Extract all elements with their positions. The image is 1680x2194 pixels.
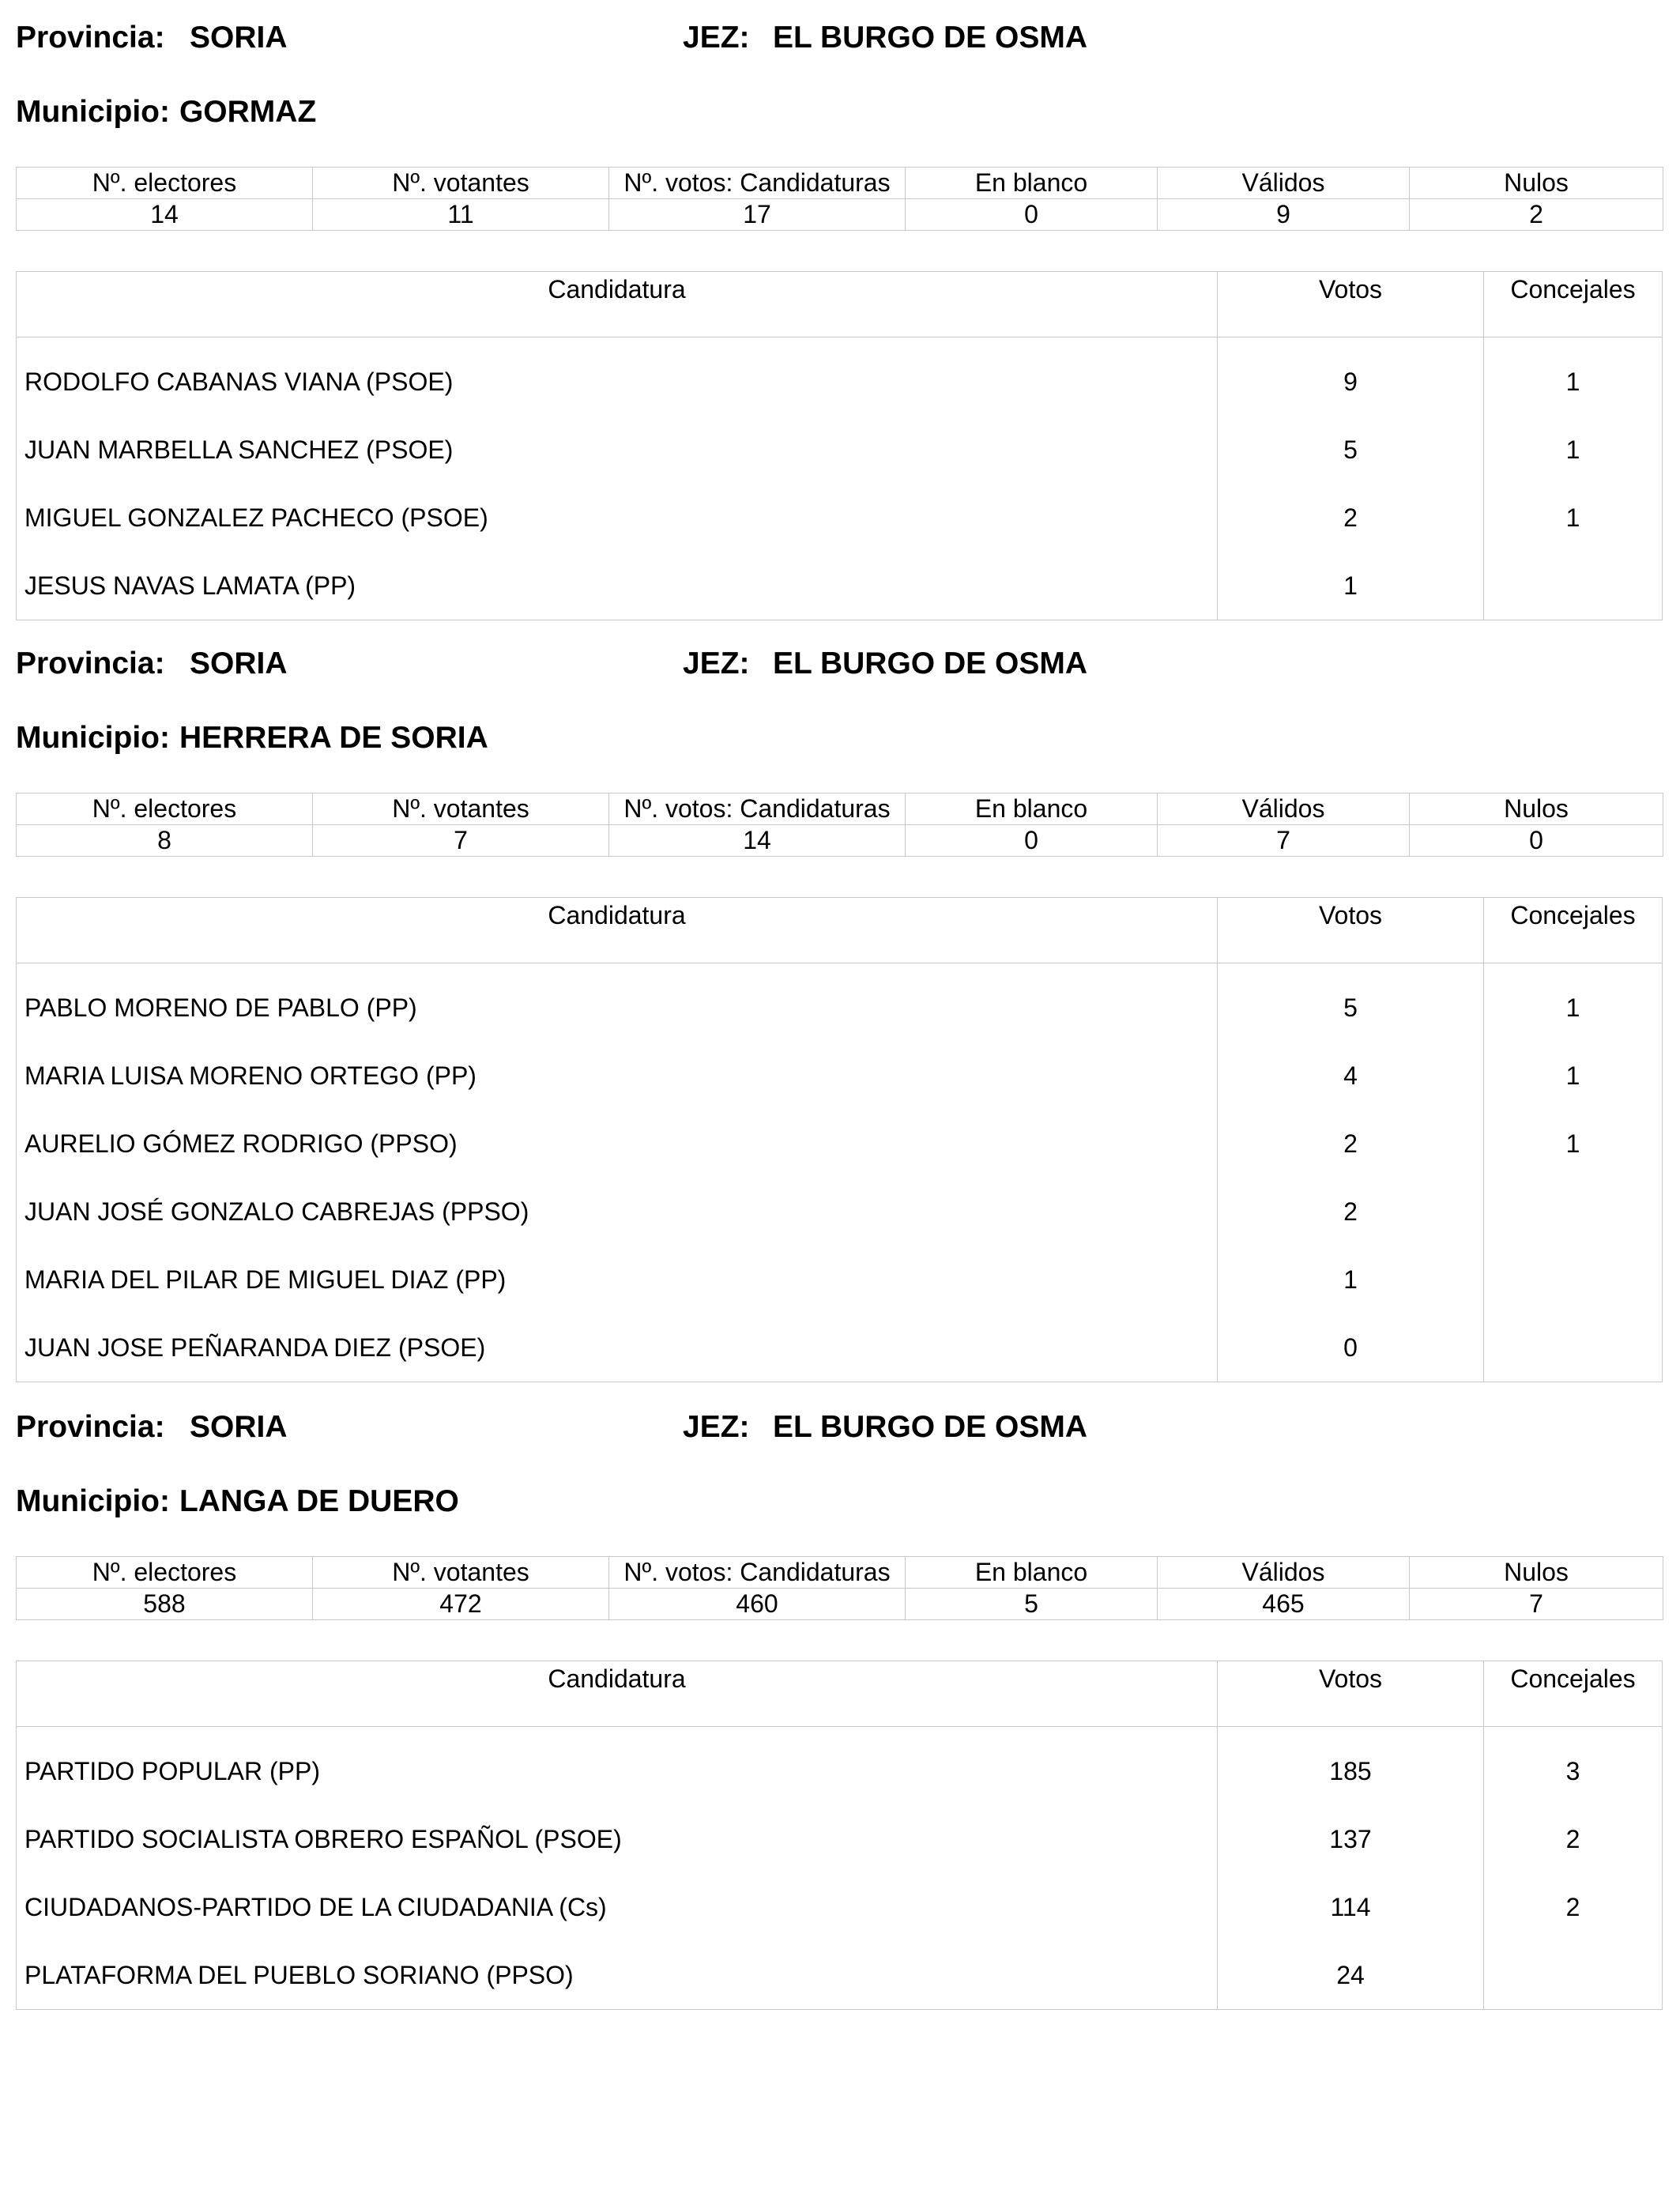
stats-header: Nº. votantes (313, 1557, 609, 1589)
candidatura-header: Candidatura (17, 272, 1218, 337)
candidate-votos: 5 (1343, 993, 1358, 1022)
candidate-name: PARTIDO POPULAR (PP) (24, 1757, 320, 1785)
candidatura-column (17, 337, 1218, 620)
candidates-header (17, 898, 1662, 963)
stats-value: 465 (1158, 1589, 1410, 1620)
votos-header: Votos (1218, 1661, 1484, 1726)
concejales-header: Concejales (1510, 901, 1636, 929)
candidate-votos: 4 (1343, 1061, 1358, 1090)
candidate-concejales (1484, 1941, 1662, 2009)
candidate-votos: 137 (1329, 1825, 1372, 1853)
stats-header: Nº. electores (17, 794, 313, 825)
candidate-votos: 9 (1343, 368, 1358, 396)
stats-value: 17 (609, 199, 906, 231)
votos-header: Votos (1218, 272, 1484, 337)
jez-value: EL BURGO DE OSMA (773, 21, 1087, 55)
stats-header: Nº. votos: Candidaturas (609, 794, 906, 825)
stats-header: Nº. electores (17, 1557, 313, 1589)
candidates-table (16, 271, 1663, 620)
municipio-value: GORMAZ (179, 95, 317, 129)
stats-value: 472 (313, 1589, 609, 1620)
candidate-concejales (1484, 1178, 1662, 1246)
stats-header-row (17, 794, 1663, 825)
candidate-concejales: 2 (1565, 1893, 1580, 1921)
candidates-body (17, 963, 1662, 1382)
municipio-heading (16, 95, 316, 130)
candidate-votos: 114 (1330, 1893, 1371, 1921)
candidatura-header: Candidatura (17, 898, 1218, 963)
provincia-value: SORIA (190, 647, 288, 680)
votos-column (1218, 963, 1484, 1382)
concejales-column (1484, 963, 1662, 1382)
provincia-label: Provincia: (16, 1410, 165, 1444)
candidate-concejales: 1 (1565, 435, 1580, 464)
stats-value: 460 (609, 1589, 906, 1620)
candidatura-column (17, 1727, 1218, 2009)
candidatura-column (17, 963, 1218, 1382)
candidate-name: PARTIDO SOCIALISTA OBRERO ESPAÑOL (PSOE) (24, 1825, 622, 1853)
votos-header: Votos (1218, 898, 1484, 963)
stats-header: Nº. electores (17, 168, 313, 199)
concejales-column (1484, 1727, 1662, 2009)
municipio-value: LANGA DE DUERO (179, 1484, 459, 1518)
candidatura-header: Candidatura (17, 1661, 1218, 1726)
municipio-label: Municipio: (16, 721, 170, 755)
stats-value: 9 (1158, 199, 1410, 231)
provincia-label: Provincia: (16, 21, 165, 55)
stats-value: 8 (17, 825, 313, 857)
concejales-header: Concejales (1510, 1664, 1636, 1693)
candidates-header (17, 1661, 1662, 1727)
candidate-concejales (1484, 1314, 1662, 1382)
candidate-concejales: 1 (1565, 368, 1580, 396)
stats-value: 5 (906, 1589, 1158, 1620)
candidates-header (17, 272, 1662, 337)
candidate-votos: 2 (1343, 1197, 1358, 1226)
candidate-name: JUAN JOSE PEÑARANDA DIEZ (PSOE) (24, 1333, 486, 1362)
stats-value: 0 (906, 199, 1158, 231)
candidate-name: AURELIO GÓMEZ RODRIGO (PPSO) (24, 1129, 458, 1158)
candidate-votos: 1 (1343, 571, 1358, 600)
votos-column (1218, 337, 1484, 620)
stats-header: Nº. votantes (313, 168, 609, 199)
candidate-concejales: 3 (1565, 1757, 1580, 1785)
candidate-votos: 1 (1343, 1265, 1358, 1294)
stats-value-row (17, 199, 1663, 231)
stats-value: 7 (1410, 1589, 1663, 1620)
candidates-body (17, 337, 1662, 620)
candidate-concejales (1484, 552, 1662, 620)
stats-value: 11 (313, 199, 609, 231)
municipio-value: HERRERA DE SORIA (179, 721, 488, 755)
municipio-heading (16, 721, 488, 756)
jez-label: JEZ: (683, 21, 750, 55)
candidate-votos: 5 (1343, 435, 1358, 464)
candidate-concejales: 1 (1565, 993, 1580, 1022)
votos-column (1218, 1727, 1484, 2009)
stats-header: En blanco (906, 1557, 1158, 1589)
stats-value: 14 (17, 199, 313, 231)
stats-value: 2 (1410, 199, 1663, 231)
candidate-name: MARIA LUISA MORENO ORTEGO (PP) (24, 1061, 477, 1090)
stats-header: Válidos (1158, 794, 1410, 825)
stats-header: Válidos (1158, 168, 1410, 199)
candidate-votos: 2 (1343, 503, 1358, 532)
stats-header: En blanco (906, 794, 1158, 825)
jez-value: EL BURGO DE OSMA (773, 1410, 1087, 1444)
jez-label: JEZ: (683, 647, 750, 680)
stats-value: 14 (609, 825, 906, 857)
candidate-name: CIUDADANOS-PARTIDO DE LA CIUDADANIA (Cs) (24, 1893, 607, 1921)
candidate-concejales: 1 (1565, 503, 1580, 532)
concejales-column (1484, 337, 1662, 620)
jez-value: EL BURGO DE OSMA (773, 647, 1087, 680)
stats-table (16, 167, 1663, 231)
candidate-name: MIGUEL GONZALEZ PACHECO (PSOE) (24, 503, 488, 532)
stats-header: Nulos (1410, 1557, 1663, 1589)
stats-value: 0 (1410, 825, 1663, 857)
candidate-votos: 0 (1343, 1333, 1358, 1362)
municipio-label: Municipio: (16, 1484, 170, 1518)
stats-value-row (17, 1589, 1663, 1620)
stats-header: Nº. votos: Candidaturas (609, 168, 906, 199)
stats-value: 7 (1158, 825, 1410, 857)
candidate-votos: 2 (1343, 1129, 1358, 1158)
candidate-name: JESUS NAVAS LAMATA (PP) (24, 571, 356, 600)
stats-header-row (17, 1557, 1663, 1589)
stats-value: 7 (313, 825, 609, 857)
provincia-label: Provincia: (16, 647, 165, 680)
candidate-name: RODOLFO CABANAS VIANA (PSOE) (24, 368, 454, 396)
candidate-name: MARIA DEL PILAR DE MIGUEL DIAZ (PP) (24, 1265, 507, 1294)
stats-header: Válidos (1158, 1557, 1410, 1589)
candidate-name: PABLO MORENO DE PABLO (PP) (24, 993, 417, 1022)
candidate-concejales: 1 (1565, 1129, 1580, 1158)
stats-value: 0 (906, 825, 1158, 857)
candidate-name: JUAN MARBELLA SANCHEZ (PSOE) (24, 435, 454, 464)
stats-table (16, 793, 1663, 857)
provincia-value: SORIA (190, 1410, 288, 1444)
stats-table (16, 1556, 1663, 1620)
stats-header: Nulos (1410, 168, 1663, 199)
candidate-concejales (1484, 1246, 1662, 1314)
candidates-body (17, 1727, 1662, 2009)
provincia-value: SORIA (190, 21, 288, 55)
candidate-name: PLATAFORMA DEL PUEBLO SORIANO (PPSO) (24, 1961, 574, 1989)
stats-header: En blanco (906, 168, 1158, 199)
stats-value: 588 (17, 1589, 313, 1620)
stats-header: Nulos (1410, 794, 1663, 825)
municipio-label: Municipio: (16, 95, 170, 129)
candidate-votos: 24 (1336, 1961, 1365, 1989)
stats-header-row (17, 168, 1663, 199)
candidate-concejales: 2 (1565, 1825, 1580, 1853)
candidate-votos: 185 (1329, 1757, 1372, 1785)
concejales-header: Concejales (1510, 275, 1636, 303)
stats-header: Nº. votos: Candidaturas (609, 1557, 906, 1589)
municipio-heading (16, 1484, 459, 1519)
stats-value-row (17, 825, 1663, 857)
candidate-name: JUAN JOSÉ GONZALO CABREJAS (PPSO) (24, 1197, 529, 1226)
stats-header: Nº. votantes (313, 794, 609, 825)
candidate-concejales: 1 (1565, 1061, 1580, 1090)
candidates-table (16, 897, 1663, 1382)
candidates-table (16, 1661, 1663, 2010)
jez-label: JEZ: (683, 1410, 750, 1444)
